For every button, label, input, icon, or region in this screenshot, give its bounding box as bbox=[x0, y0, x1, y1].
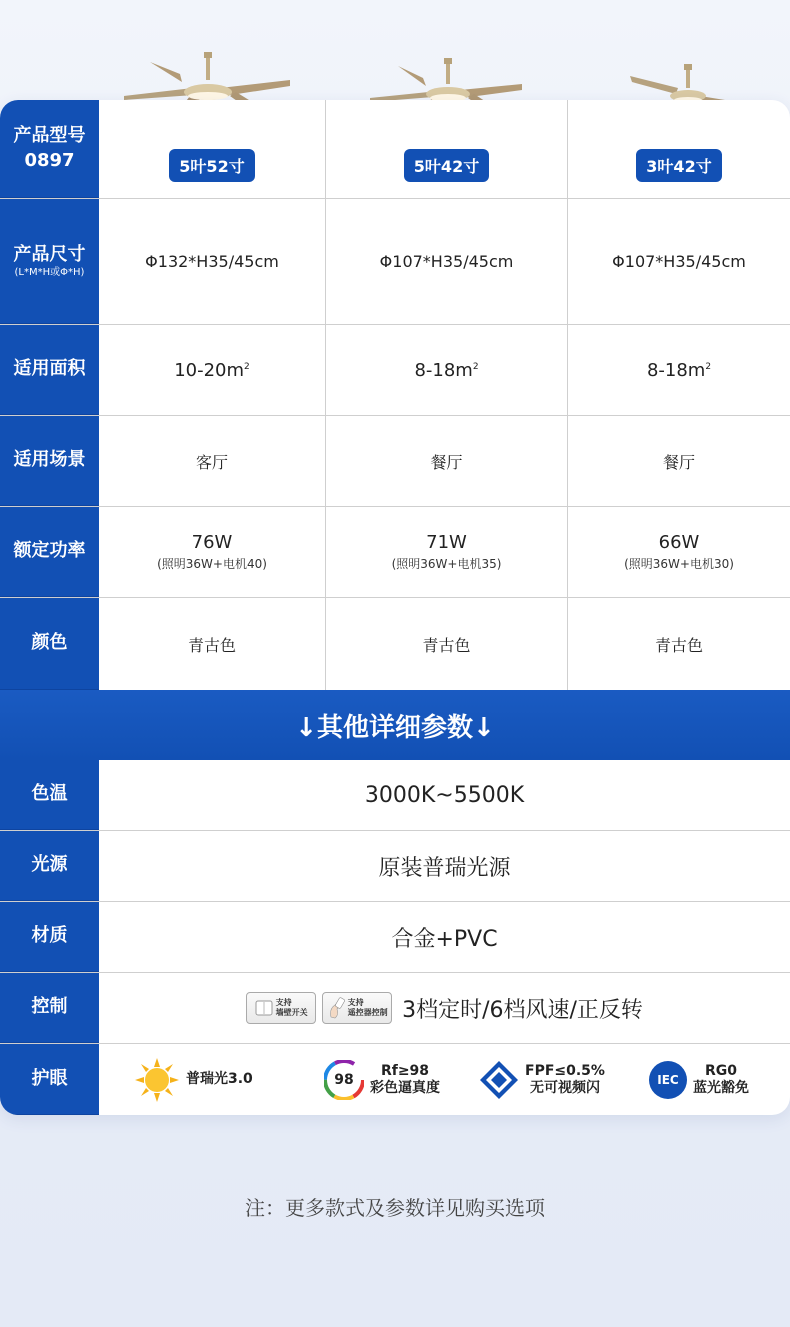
iec-badge: IEC bbox=[649, 1061, 687, 1099]
power-cell-2 bbox=[325, 507, 567, 597]
power-value-3: 66W bbox=[658, 532, 700, 553]
fpf-line1: FPF≤0.5% bbox=[525, 1063, 605, 1080]
area-cell-2 bbox=[325, 325, 567, 415]
size-cell-1: Φ132*H35/45cm bbox=[145, 252, 279, 271]
label-model-text: 产品型号 bbox=[13, 125, 86, 147]
size-cell-3: Φ107*H35/45cm bbox=[567, 199, 790, 324]
label-size-text: 产品尺寸 bbox=[13, 243, 86, 265]
wall-switch-badge bbox=[246, 992, 316, 1024]
iec-line2: 蓝光豁免 bbox=[693, 1079, 749, 1096]
control-value bbox=[99, 973, 790, 1043]
row-source bbox=[0, 831, 790, 902]
label-model bbox=[0, 100, 99, 198]
remote-control-line2: 遥控器控制 bbox=[347, 1008, 388, 1017]
remote-control-text bbox=[348, 998, 388, 1017]
scene-cell-1: 客厅 bbox=[195, 452, 228, 472]
label-size bbox=[0, 199, 99, 324]
row-temp bbox=[0, 760, 790, 831]
wall-switch-icon bbox=[255, 999, 273, 1017]
model-number: 0897 bbox=[24, 149, 75, 171]
fpf-line2: 无可视频闪 bbox=[529, 1079, 600, 1096]
label-power: 额定功率 bbox=[0, 507, 99, 597]
color-cell-3: 青古色 bbox=[567, 598, 790, 690]
row-color bbox=[0, 598, 790, 690]
eye-item-prui bbox=[134, 1044, 253, 1115]
area-sup-3: 2 bbox=[705, 361, 712, 372]
rf-badge-number: 98 bbox=[334, 1071, 354, 1088]
label-material: 材质 bbox=[0, 902, 99, 972]
area-value-2: 8-18m bbox=[414, 359, 473, 381]
label-size-sub: (L*M*H或Φ*H) bbox=[14, 267, 85, 279]
fpf-diamond-icon bbox=[479, 1060, 519, 1100]
eye-item-fpf bbox=[479, 1044, 605, 1115]
footer-note: 注：更多款式及参数详见购买选项 bbox=[245, 1196, 545, 1220]
temp-value: 3000K~5500K bbox=[364, 782, 525, 808]
model-tag-2: 5叶42寸 bbox=[404, 149, 489, 182]
material-value: 合金+PVC bbox=[391, 926, 498, 952]
power-note-2: (照明36W+电机35) bbox=[391, 557, 502, 571]
label-temp: 色温 bbox=[0, 760, 99, 830]
wall-switch-text bbox=[276, 998, 308, 1017]
label-area: 适用面积 bbox=[0, 325, 99, 415]
wall-switch-line1: 支持 bbox=[275, 998, 292, 1008]
row-scene bbox=[0, 416, 790, 507]
model-tag-3: 3叶42寸 bbox=[636, 149, 721, 182]
spec-table bbox=[0, 100, 790, 1115]
area-value-3: 8-18m bbox=[646, 359, 706, 381]
row-model bbox=[0, 100, 790, 199]
color-cell-1: 青古色 bbox=[187, 635, 236, 655]
model-cell-3 bbox=[567, 100, 790, 198]
label-control: 控制 bbox=[0, 973, 99, 1043]
eye-item-rf bbox=[324, 1044, 440, 1115]
size-cell-2: Φ107*H35/45cm bbox=[325, 199, 567, 324]
row-area bbox=[0, 325, 790, 416]
row-power bbox=[0, 507, 790, 598]
label-source: 光源 bbox=[0, 831, 99, 901]
row-eye bbox=[0, 1044, 790, 1115]
model-cell-2 bbox=[325, 100, 567, 198]
model-tag-1: 5叶52寸 bbox=[169, 149, 254, 182]
area-cell-3 bbox=[567, 325, 790, 415]
remote-control-badge bbox=[322, 992, 392, 1024]
model-cell-1 bbox=[99, 100, 325, 198]
remote-control-icon bbox=[327, 997, 345, 1019]
rf-text bbox=[370, 1063, 440, 1095]
sun-text: 普瑞光3.0 bbox=[186, 1071, 253, 1088]
label-eye: 护眼 bbox=[0, 1044, 99, 1115]
remote-control-line1: 支持 bbox=[347, 998, 364, 1008]
row-size bbox=[0, 199, 790, 325]
wall-switch-line2: 墙壁开关 bbox=[275, 1008, 308, 1017]
eye-item-iec bbox=[649, 1044, 749, 1115]
power-note-3: (照明36W+电机30) bbox=[624, 557, 734, 571]
area-value-1: 10-20m bbox=[174, 359, 245, 381]
area-sup-2: 2 bbox=[472, 361, 479, 372]
row-material bbox=[0, 902, 790, 973]
label-color: 颜色 bbox=[0, 598, 99, 690]
power-cell-3 bbox=[567, 507, 790, 597]
sun-icon bbox=[134, 1057, 180, 1103]
row-control bbox=[0, 973, 790, 1044]
power-note-1: (照明36W+电机40) bbox=[157, 557, 267, 571]
power-value-2: 71W bbox=[426, 532, 467, 553]
source-value: 原装普瑞光源 bbox=[378, 855, 511, 881]
power-cell-1 bbox=[99, 507, 325, 597]
iec-text bbox=[693, 1063, 749, 1095]
rf-line1: Rf≥98 bbox=[380, 1063, 430, 1080]
control-group bbox=[246, 992, 643, 1024]
eye-features bbox=[99, 1044, 790, 1115]
power-value-1: 76W bbox=[191, 532, 233, 553]
scene-cell-2: 餐厅 bbox=[325, 416, 567, 506]
area-cell-1 bbox=[99, 325, 325, 415]
fpf-text bbox=[525, 1063, 605, 1095]
rf-line2: 彩色逼真度 bbox=[370, 1079, 440, 1096]
iec-line1: RG0 bbox=[704, 1063, 737, 1080]
scene-cell-3: 餐厅 bbox=[567, 416, 790, 506]
details-banner: ↓其他详细参数↓ bbox=[0, 690, 790, 760]
label-scene: 适用场景 bbox=[0, 416, 99, 506]
area-sup-1: 2 bbox=[244, 361, 250, 372]
control-description: 3档定时/6档风速/正反转 bbox=[402, 997, 643, 1023]
color-cell-2: 青古色 bbox=[325, 598, 567, 690]
